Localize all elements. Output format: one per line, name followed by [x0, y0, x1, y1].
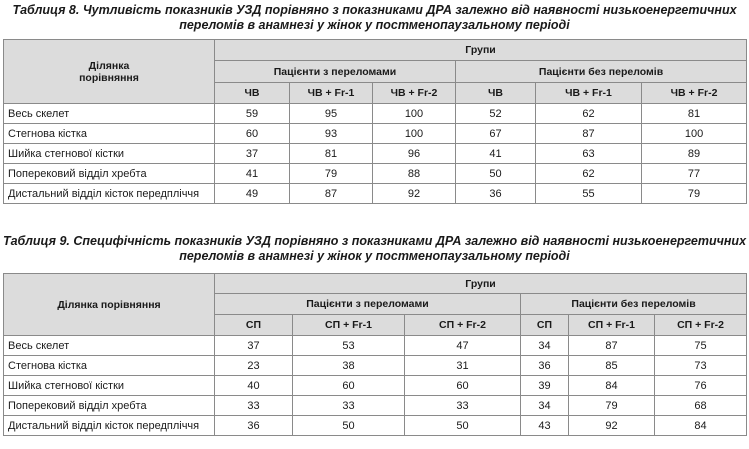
table-cell: 50: [405, 416, 521, 436]
table-cell: 87: [569, 336, 655, 356]
table-cell: 37: [215, 336, 293, 356]
table-row: [4, 184, 747, 204]
table-row: [4, 144, 747, 164]
table8-column-header: ЧВ + Fr-1: [536, 83, 642, 104]
table-cell: 39: [521, 376, 569, 396]
table-cell: 31: [405, 356, 521, 376]
table-cell: 95: [290, 104, 373, 124]
table-row: [4, 376, 747, 396]
table-cell: 36: [521, 356, 569, 376]
table-cell: 33: [293, 396, 405, 416]
table-cell: 41: [456, 144, 536, 164]
table9-row-header: Ділянка порівняння: [4, 274, 215, 336]
table8-caption-line1: Таблиця 8. Чутливість показників УЗД порівняно з показниками ДРА залежно від наявності низькоенергетичних: [12, 3, 737, 17]
table8-column-header: ЧВ: [215, 83, 290, 104]
table9-caption: [0, 234, 749, 264]
table-cell: 79: [569, 396, 655, 416]
table-cell: 77: [642, 164, 747, 184]
table-cell: 34: [521, 396, 569, 416]
table-cell: 75: [655, 336, 747, 356]
table-cell: 60: [293, 376, 405, 396]
table-row: [4, 124, 747, 144]
table9-column-header: СП + Fr-2: [405, 315, 521, 336]
table-cell: 55: [536, 184, 642, 204]
table9-column-header: СП + Fr-1: [569, 315, 655, 336]
table-cell: 47: [405, 336, 521, 356]
table-cell: 87: [536, 124, 642, 144]
table-cell: 84: [569, 376, 655, 396]
table8-group-without-fractures: Пацієнти без переломів: [456, 61, 747, 83]
table-row: [4, 356, 747, 376]
table-cell: 62: [536, 104, 642, 124]
table-cell: 33: [405, 396, 521, 416]
table-cell: 62: [536, 164, 642, 184]
table-cell: 100: [373, 104, 456, 124]
row-label: Весь скелет: [4, 104, 215, 124]
table-cell: 43: [521, 416, 569, 436]
table-cell: 76: [655, 376, 747, 396]
table-cell: 36: [456, 184, 536, 204]
table-cell: 60: [405, 376, 521, 396]
table8-group-with-fractures: Пацієнти з переломами: [215, 61, 456, 83]
table9-groups-header: Групи: [215, 274, 747, 294]
table-cell: 81: [642, 104, 747, 124]
table-cell: 96: [373, 144, 456, 164]
table-cell: 23: [215, 356, 293, 376]
table-cell: 100: [373, 124, 456, 144]
table-cell: 100: [642, 124, 747, 144]
table9-column-header: СП: [215, 315, 293, 336]
table-cell: 79: [290, 164, 373, 184]
table-cell: 34: [521, 336, 569, 356]
table9-caption-line1: Таблиця 9. Специфічність показників УЗД порівняно з показниками ДРА залежно від наявності низькоенергетичних: [2, 234, 747, 248]
table-cell: 49: [215, 184, 290, 204]
table8-row-header: [4, 40, 215, 104]
table-cell: 52: [456, 104, 536, 124]
table-cell: 59: [215, 104, 290, 124]
row-label: Шийка стегнової кістки: [4, 144, 215, 164]
table-cell: 63: [536, 144, 642, 164]
table-cell: 38: [293, 356, 405, 376]
table8-groups-header: Групи: [215, 40, 747, 61]
table-cell: 88: [373, 164, 456, 184]
table9-column-header: СП: [521, 315, 569, 336]
table-cell: 92: [373, 184, 456, 204]
table8-column-header: ЧВ + Fr-2: [642, 83, 747, 104]
row-label: Дистальний відділ кісток передпліччя: [4, 416, 215, 436]
table9-column-header: СП + Fr-1: [293, 315, 405, 336]
table-cell: 81: [290, 144, 373, 164]
table-row: [4, 396, 747, 416]
table8-row-header-line1: Ділянка: [88, 59, 130, 72]
table8-column-header: ЧВ: [456, 83, 536, 104]
table-cell: 84: [655, 416, 747, 436]
table-cell: 89: [642, 144, 747, 164]
table-cell: 68: [655, 396, 747, 416]
table-cell: 60: [215, 124, 290, 144]
table-cell: 36: [215, 416, 293, 436]
table-cell: 50: [293, 416, 405, 436]
table-cell: 41: [215, 164, 290, 184]
table-cell: 79: [642, 184, 747, 204]
table-row: [4, 416, 747, 436]
row-label: Шийка стегнової кістки: [4, 376, 215, 396]
table-cell: 33: [215, 396, 293, 416]
table8: [3, 39, 747, 204]
table8-column-header: ЧВ + Fr-1: [290, 83, 373, 104]
row-label: Стегнова кістка: [4, 124, 215, 144]
table9-group-with-fractures: Пацієнти з переломами: [215, 294, 521, 315]
table9-caption-line2: переломів в анамнезі у жінок у постменопаузальному періоді: [179, 249, 570, 263]
table9-column-header: СП + Fr-2: [655, 315, 747, 336]
table-cell: 37: [215, 144, 290, 164]
table-row: [4, 336, 747, 356]
table8-caption-line2: переломів в анамнезі у жінок у постменопаузальному періоді: [179, 18, 570, 32]
table8-row-header-line2: порівняння: [79, 71, 139, 84]
row-label: Поперековий відділ хребта: [4, 396, 215, 416]
table-cell: 92: [569, 416, 655, 436]
table-cell: 53: [293, 336, 405, 356]
table-row: [4, 104, 747, 124]
table-cell: 40: [215, 376, 293, 396]
table-cell: 50: [456, 164, 536, 184]
table-cell: 93: [290, 124, 373, 144]
table9: [3, 273, 747, 436]
table-row: [4, 164, 747, 184]
table9-group-without-fractures: Пацієнти без переломів: [521, 294, 747, 315]
table8-caption: [0, 3, 749, 33]
row-label: Дистальний відділ кісток передпліччя: [4, 184, 215, 204]
table-cell: 73: [655, 356, 747, 376]
table8-column-header: ЧВ + Fr-2: [373, 83, 456, 104]
table-cell: 87: [290, 184, 373, 204]
row-label: Поперековий відділ хребта: [4, 164, 215, 184]
row-label: Стегнова кістка: [4, 356, 215, 376]
row-label: Весь скелет: [4, 336, 215, 356]
table-cell: 85: [569, 356, 655, 376]
table-cell: 67: [456, 124, 536, 144]
